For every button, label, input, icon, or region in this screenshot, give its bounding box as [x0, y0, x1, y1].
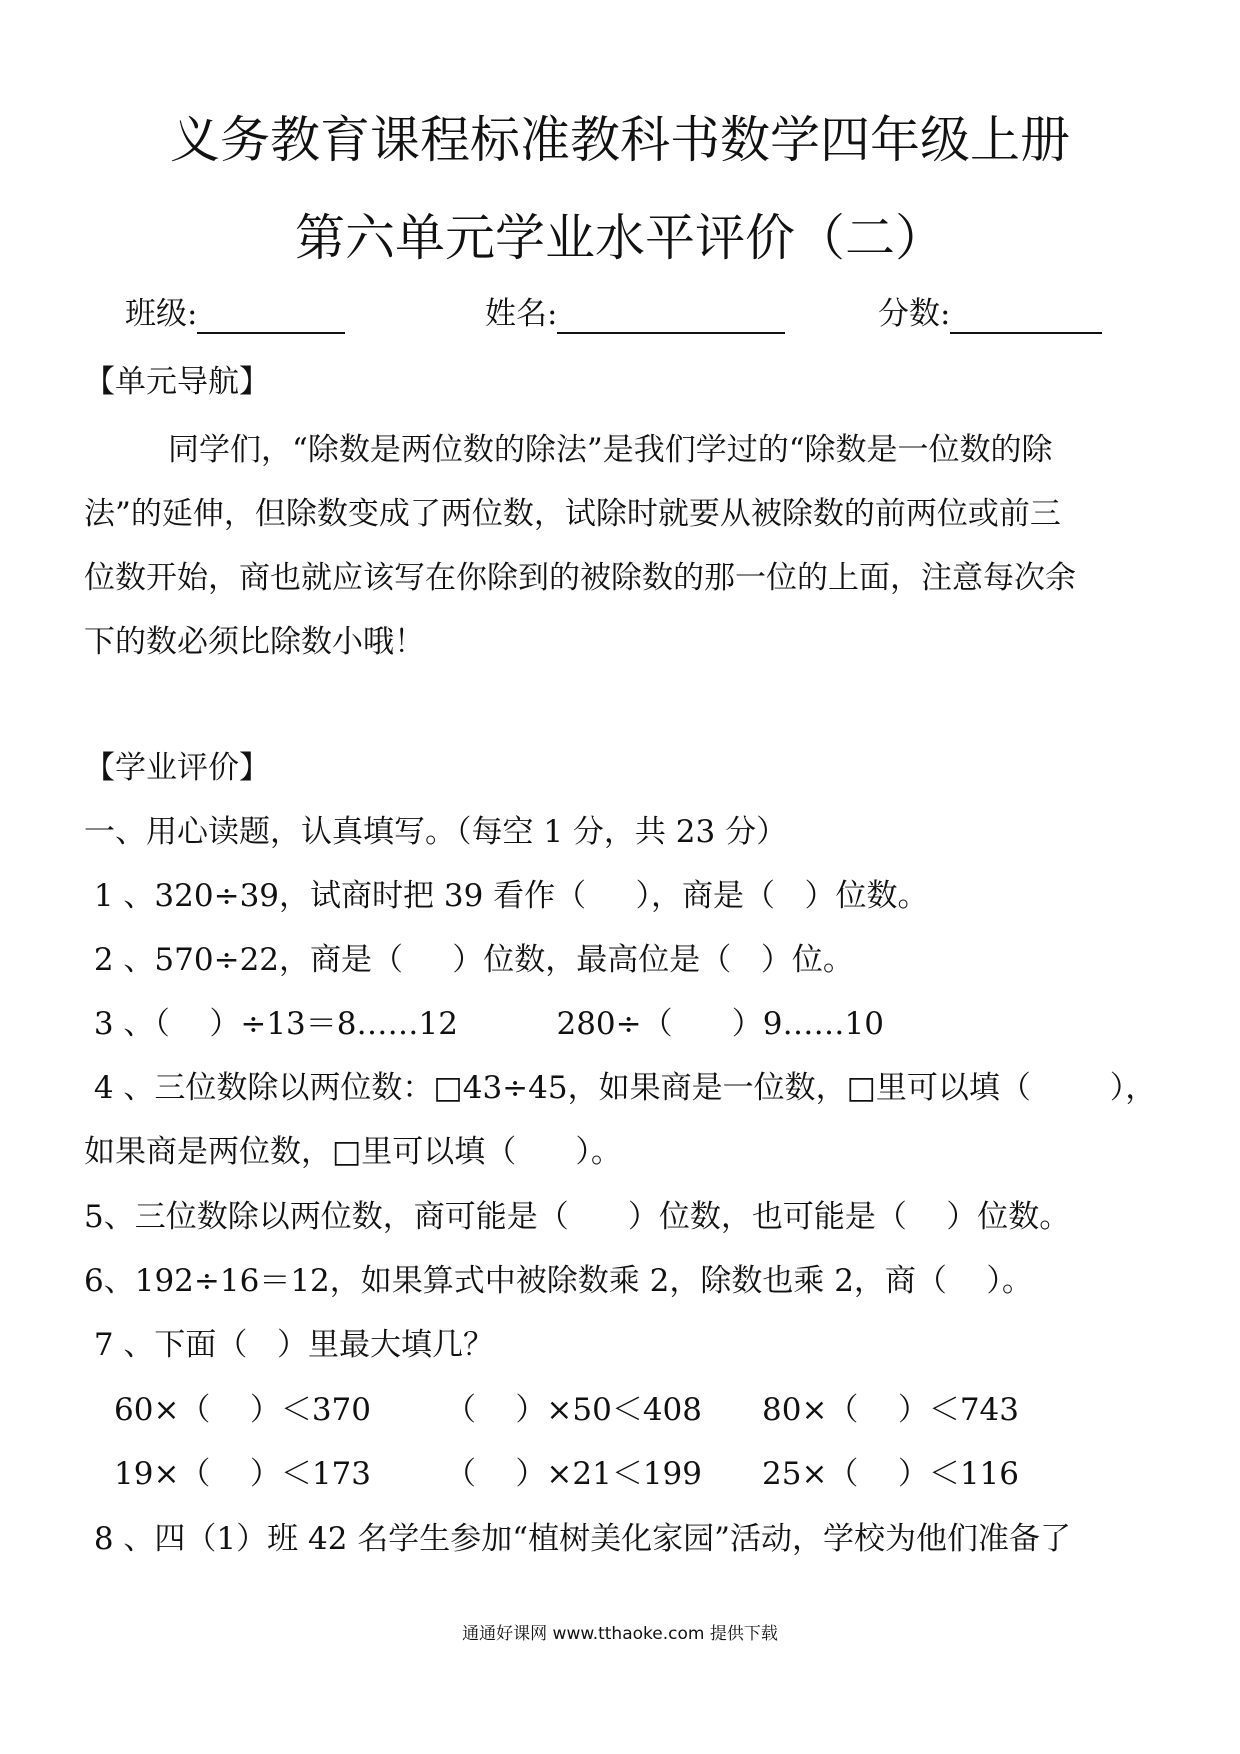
q7-item: 80×（ ）＜743 [762, 1392, 1020, 1428]
question-2: 2 、570÷22，商是（ ）位数，最高位是（ ）位。 [84, 942, 854, 978]
question-5: 5、三位数除以两位数，商可能是（ ）位数，也可能是（ ）位数。 [84, 1199, 1071, 1235]
score-blank[interactable] [950, 300, 1102, 334]
question-7: 7 、下面（ ）里最大填几？ [84, 1327, 494, 1363]
assessment-heading: 【学业评价】 [84, 750, 270, 786]
q7-item: 60×（ ）＜370 [114, 1392, 372, 1428]
class-field [125, 294, 345, 334]
class-label: 班级: [125, 296, 198, 332]
class-blank[interactable] [197, 300, 345, 334]
q7-item: （ ）×50＜408 [445, 1392, 703, 1428]
intro-line: 法”的延伸，但除数变成了两位数，试除时就要从被除数的前两位或前三 [84, 496, 1061, 532]
part1-title: 一、用心读题，认真填写。（每空 1 分，共 23 分） [84, 814, 788, 850]
intro-line: 下的数必须比除数小哦！ [84, 624, 425, 660]
score-field [878, 294, 1102, 334]
intro-heading: 【单元导航】 [84, 364, 270, 400]
intro-line: 位数开始，商也就应该写在你除到的被除数的那一位的上面，注意每次余 [84, 560, 1076, 596]
q7-item: 19×（ ）＜173 [114, 1456, 372, 1492]
question-8: 8 、四（1）班 42 名学生参加“植树美化家园”活动，学校为他们准备了 [84, 1521, 1072, 1557]
score-label: 分数: [878, 296, 951, 332]
q7-item: 25×（ ）＜116 [762, 1456, 1020, 1492]
question-6: 6、192÷16＝12，如果算式中被除数乘 2，除数也乘 2，商（ ）。 [84, 1263, 1033, 1299]
name-label: 姓名: [485, 296, 558, 332]
q7-item: （ ）×21＜199 [445, 1456, 703, 1492]
intro-line: 同学们，“除数是两位数的除法”是我们学过的“除数是一位数的除 [168, 432, 1053, 468]
intro-paragraph [84, 418, 1164, 674]
page-title: 义务教育课程标准教科书数学四年级上册 [170, 111, 1070, 169]
question-4-line2: 如果商是两位数，□里可以填（ ）。 [84, 1134, 622, 1170]
footer-credit: 通通好课网 www.tthaoke.com 提供下载 [462, 1624, 778, 1644]
name-field [485, 294, 785, 334]
question-4-line1: 4 、三位数除以两位数：□43÷45，如果商是一位数，□里可以填（ ）， [84, 1070, 1157, 1106]
question-1: 1 、320÷39，试商时把 39 看作（ ），商是（ ）位数。 [84, 878, 929, 914]
question-3: 3 、（ ）÷13＝8……12 280÷（ ）9……10 [84, 1006, 884, 1042]
page-subtitle: 第六单元学业水平评价（二） [295, 209, 945, 267]
name-blank[interactable] [557, 300, 785, 334]
